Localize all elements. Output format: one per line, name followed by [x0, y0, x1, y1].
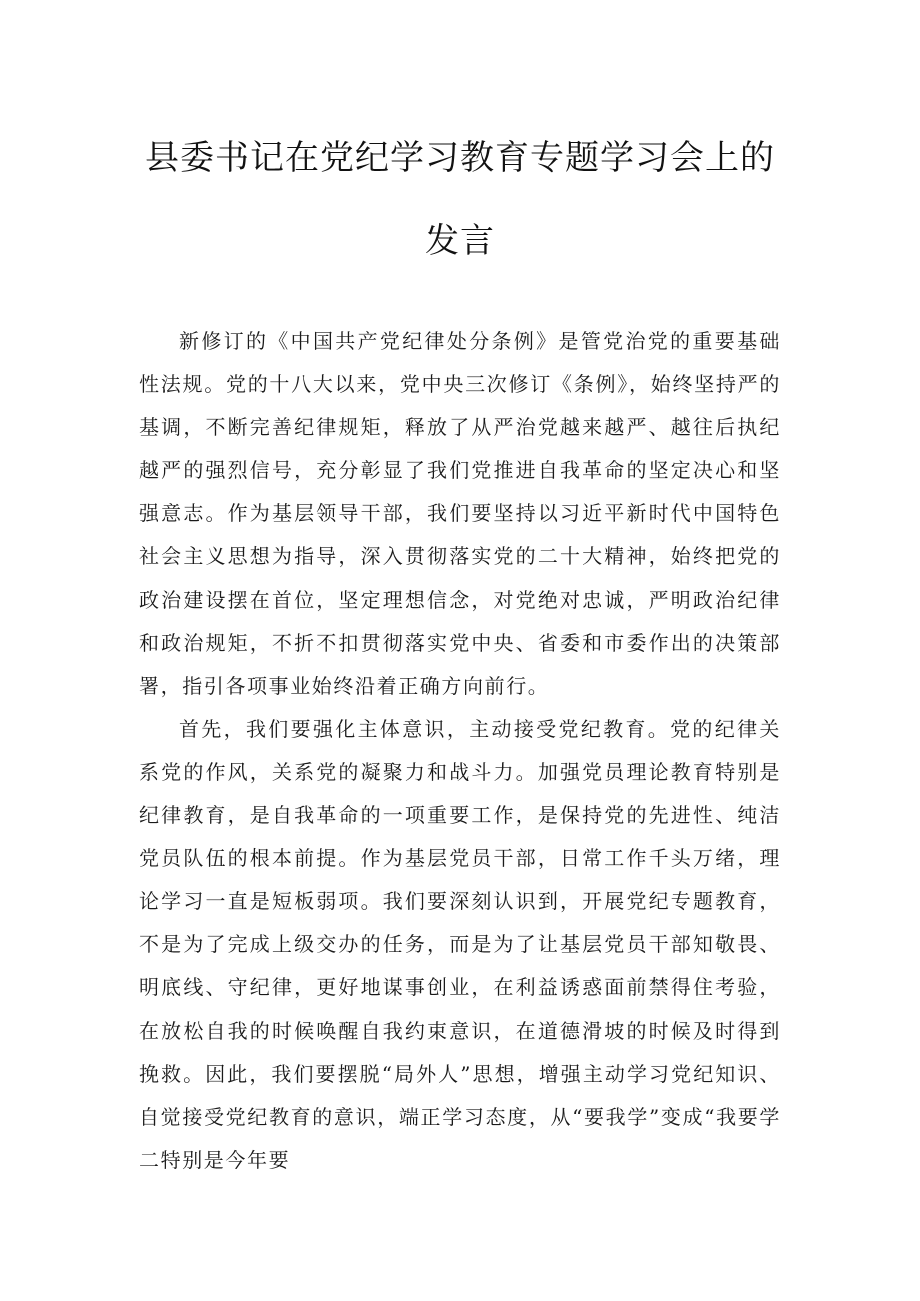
paragraph-1: 新修订的《中国共产党纪律处分条例》是管党治党的重要基础性法规。党的十八大以来，党中央三次修订《条例》，始终坚持严的基调，不断完善纪律规矩，释放了从严治党越来越严、越往后执纪越严的强烈信号，充分彰显了我们党推进自我革命的坚定决心和坚强意志。作为基层领导干部，我们要坚持以习近平新时代中国特色社会主义思想为指导，深入贯彻落实党的二十大精神，始终把党的政治建设摆在首位，坚定理想信念，对党绝对忠诚，严明政治纪律和政治规矩，不折不扣贯彻落实党中央、省委和市委作出的决策部署，指引各项事业始终沿着正确方向前行。 [139, 329, 781, 698]
paragraph-2: 首先，我们要强化主体意识，主动接受党纪教育。党的纪律关系党的作风，关系党的凝聚力和战斗力。加强党员理论教育特别是纪律教育，是自我革命的一项重要工作，是保持党的先进性、纯洁党员队伍的根本前提。作为基层党员干部，日常工作千头万绪，理论学习一直是短板弱项。我们要深刻认识到，开展党纪专题教育，不是为了完成上级交办的任务，而是为了让基层党员干部知敬畏、明底线、守纪律，更好地谋事创业，在利益诱惑面前禁得住考验，在放松自我的时候唤醒自我约束意识，在道德滑坡的时候及时得到挽救。因此，我们要摆脱“局外人”思想，增强主动学习党纪知识、自觉接受党纪教育的意识，端正学习态度，从“要我学”变成“我要学二特别是今年要 [139, 716, 781, 1172]
document-title-line-1: 县委书记在党纪学习教育专题学习会上的 [145, 138, 775, 178]
document-title-line-2: 发言 [425, 221, 495, 261]
document-body [139, 320, 781, 1182]
